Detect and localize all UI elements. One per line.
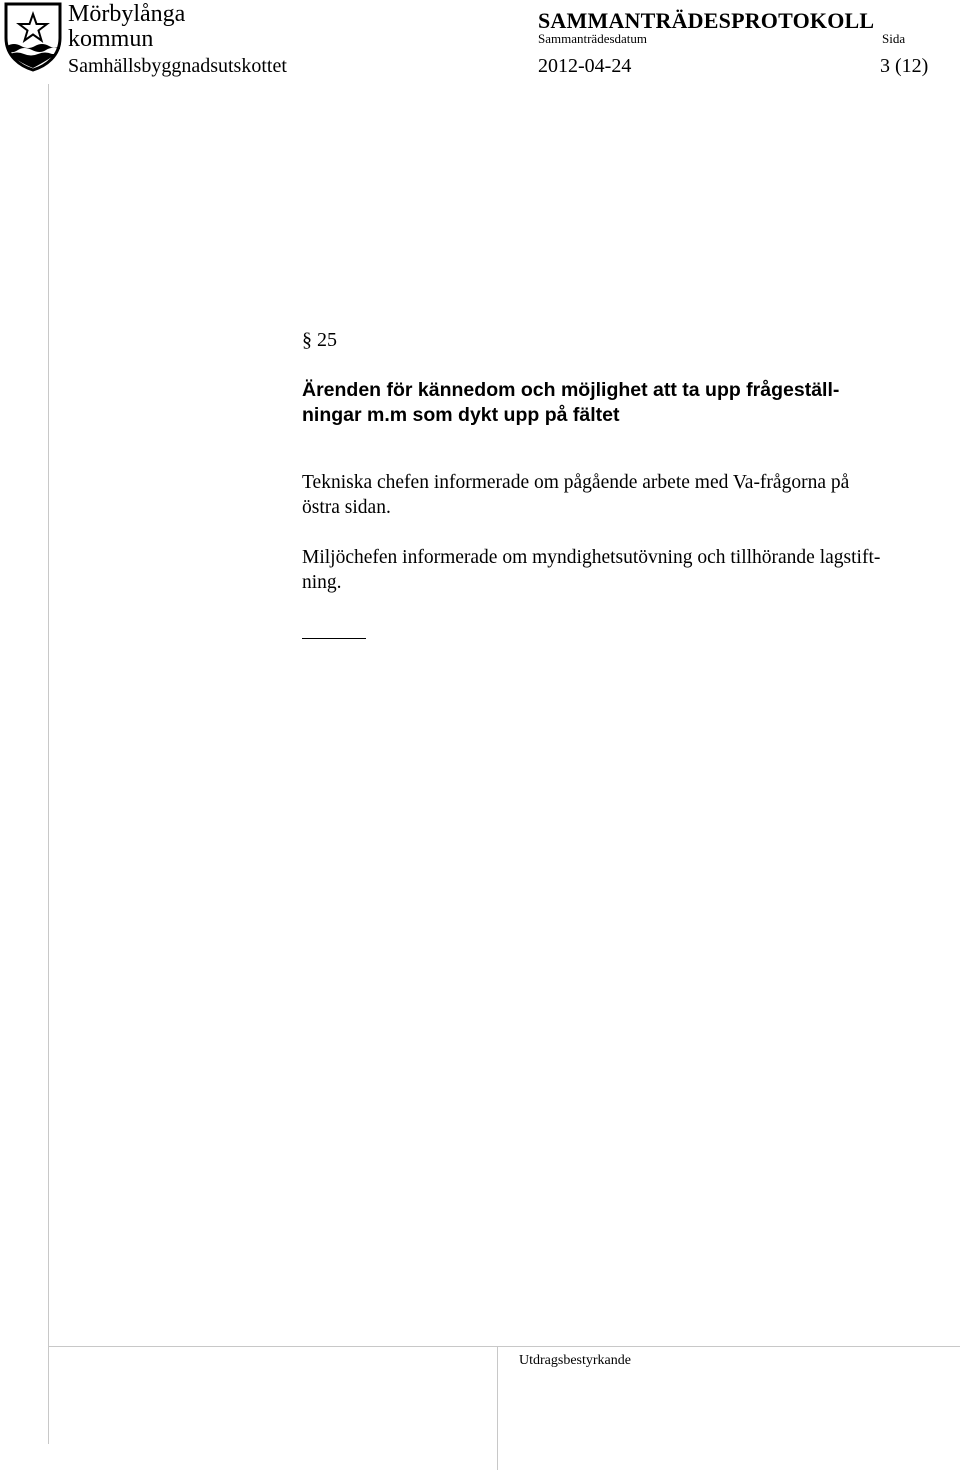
page-number: 3 (12) [880, 55, 929, 77]
section-end-rule [302, 638, 366, 639]
paragraph-technical-line1: Tekniska chefen informerade om pågående arbete med Va-frågorna på [302, 472, 850, 493]
municipality-name [68, 2, 185, 52]
paragraph-technical-line2: östra sidan. [302, 497, 391, 518]
date-label: Sammanträdesdatum [538, 31, 648, 46]
paragraph-technical [302, 470, 942, 520]
paragraph-number: § 25 [302, 329, 337, 351]
footer-divider [497, 1346, 498, 1470]
footer-certification-label: Utdragsbestyrkande [519, 1353, 631, 1368]
left-margin-line [48, 84, 49, 1444]
committee-name: Samhällsbyggnadsutskottet [68, 55, 287, 77]
section-heading [302, 378, 912, 428]
footer-rule [48, 1346, 960, 1347]
municipality-name-line1: Mörbylånga [68, 1, 186, 27]
document-title: SAMMANTRÄDESPROTOKOLL [538, 8, 875, 33]
paragraph-environment-line2: ning. [302, 572, 342, 593]
meeting-date: 2012-04-24 [538, 55, 632, 77]
page-label: Sida [882, 31, 906, 46]
municipality-crest-icon [2, 2, 64, 72]
paragraph-environment-line1: Miljöchefen informerade om myndighetsutövning och tillhörande lagstift- [302, 547, 881, 568]
section-heading-line2: ningar m.m som dykt upp på fältet [302, 404, 620, 426]
section-heading-line1: Ärenden för kännedom och möjlighet att ta upp frågeställ- [302, 379, 840, 401]
paragraph-environment [302, 545, 957, 595]
municipality-name-line2: kommun [68, 26, 154, 52]
